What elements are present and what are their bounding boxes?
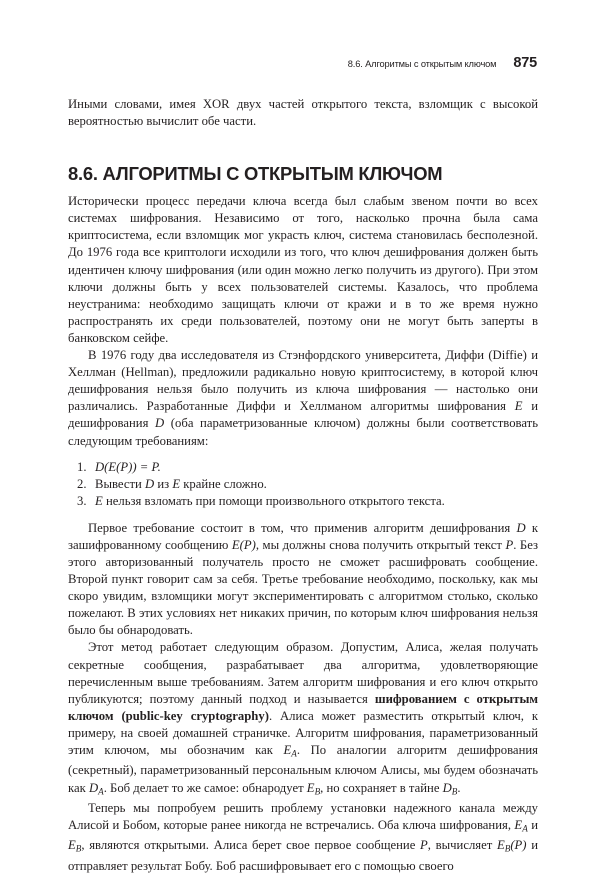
var-EB-subscript: B bbox=[75, 843, 82, 854]
dh-text-c: (оба параметризованные ключом) должны были соответствовать следующим требованиям: bbox=[68, 416, 538, 448]
channel-text-c: , являются открытыми. Алиса берет свое первое сообщение bbox=[81, 838, 421, 853]
method-text-c: . По аналогии алгоритм дешифрования (секретный), параметризованный персональным ключом Алисы, мы будем обозначать как bbox=[68, 743, 538, 795]
var-D: D bbox=[155, 416, 165, 431]
section-heading-block bbox=[68, 130, 538, 193]
paragraph-diffie-hellman bbox=[68, 347, 538, 450]
paragraph-first-requirement bbox=[68, 520, 538, 640]
var-EA: E bbox=[283, 743, 292, 758]
paragraph-channel bbox=[68, 800, 538, 875]
fr-text-a: Первое требование состоит в том, что применив алгоритм дешифрования bbox=[88, 520, 517, 535]
requirement-2-pre: Вывести bbox=[95, 477, 145, 491]
dh-text-a: В 1976 году два исследователя из Стэнфордского университета, Диффи (Diffie) и Хеллман (Hellman), предложили радикально новую криптосистему, в которой ключ дешифрования нельзя было получить из ключа шифрования — настолько они различались. Разработанные Диффи и Хеллманом алгоритмы шифрования bbox=[68, 348, 538, 414]
list-item-number: 1. bbox=[77, 459, 87, 474]
requirement-2-mid: из bbox=[154, 477, 173, 491]
var-DB: D bbox=[442, 780, 452, 795]
var-EB: E bbox=[68, 838, 76, 853]
requirement-2-post: крайне сложно. bbox=[180, 477, 267, 491]
var-D: D bbox=[516, 520, 526, 535]
var-E: E bbox=[95, 494, 103, 509]
method-text-b: . Алиса может разместить открытый ключ, к примеру, на своей домашней страничке. Алгоритм шифрования, параметризованный этим ключом, мы обозначим как bbox=[68, 708, 539, 758]
list-item bbox=[68, 459, 538, 476]
running-head-title: 8.6. Алгоритмы с открытым ключом bbox=[347, 59, 497, 69]
dh-text-b: и дешифрования bbox=[68, 399, 538, 431]
method-text-f: . bbox=[457, 780, 461, 795]
var-E: E bbox=[172, 477, 181, 491]
list-item bbox=[68, 493, 538, 510]
channel-text-e: и отправляет результат Бобу. Боб расшифровывает его с помощью своего bbox=[68, 838, 538, 873]
var-EBP: E bbox=[496, 838, 505, 853]
var-EA: E bbox=[514, 817, 523, 832]
channel-text-d: , вычисляет bbox=[427, 838, 497, 853]
method-text-e: , но сохраняет в тайне bbox=[320, 780, 443, 795]
var-P: P bbox=[420, 838, 428, 853]
method-text-a: Этот метод работает следующим образом. Допустим, Алиса, желая получать секретные сообщения, разрабатывает два алгоритма, удовлетворяющие перечисленным выше требованиям. Затем алгоритм шифрования и его ключ открыто публикуются; поэтому данный подход и называется bbox=[68, 640, 538, 706]
var-EBP-rest: (P) bbox=[510, 838, 527, 853]
channel-text-a: Теперь мы попробуем решить проблему установки надежного канала между Алисой и Бобом, которые ранее никогда не встречались. Оба ключа шифрования, bbox=[68, 800, 538, 832]
term-public-key-cryptography: шифрованием с открытым ключом (public-key cryptography) bbox=[68, 691, 538, 723]
paragraph-method bbox=[68, 639, 538, 799]
fr-text-d: . Без этого авторизованный получатель просто не сможет расшифровать сообщение. Второй пункт говорит сам за себя. Третье требование необходимо, поскольку, как мы скоро увидим, взломщики могут экспериментировать с алгоритмом столько, сколько пожелают. В этих условиях нет никаких причин, по которым ключ шифрования нельзя было бы обнародовать. bbox=[68, 537, 538, 638]
var-DA: D bbox=[88, 780, 99, 795]
running-head bbox=[68, 55, 537, 71]
paragraph-intro: Иными словами, имея XOR двух частей открытого текста, взломщик с высокой вероятностью вычислит обе части. bbox=[68, 97, 538, 129]
var-EP: E(P) bbox=[231, 537, 256, 552]
paragraph-history: Исторически процесс передачи ключа всегда был слабым звеном почти во всех системах шифрования. Независимо от того, насколько прочна была сама криптосистема, если взломщик мог украсть ключ, система становилась бесполезной. До 1976 года все криптологи исходили из того, что ключ дешифрования должен быть идентичен ключу шифрования (или один можно легко получить из другого). При этом ключи должны быть у всех пользователей системы. Казалось, что проблема неустранима: необходимо защищать ключи от кражи и в то же время нужно распространять их среди пользователей, поэтому они не могут быть заперты в банковском сейфе. bbox=[68, 194, 538, 345]
var-E: E bbox=[514, 399, 523, 414]
list-item-number: 3. bbox=[77, 494, 87, 509]
var-EA-subscript: A bbox=[522, 823, 528, 834]
var-EB-subscript: B bbox=[314, 785, 321, 796]
requirement-3-text: нельзя взломать при помощи произвольного открытого текста. bbox=[102, 494, 445, 509]
var-EA-subscript: A bbox=[291, 748, 297, 759]
text-column bbox=[68, 96, 538, 875]
list-item-number: 2. bbox=[77, 477, 87, 491]
requirement-1-formula: D(E(P)) = P. bbox=[95, 459, 161, 474]
var-EBP-subscript: B bbox=[504, 843, 511, 854]
requirements-list bbox=[68, 459, 538, 511]
var-EB: E bbox=[306, 780, 315, 795]
fr-text-b: к зашифрованному сообщению bbox=[68, 520, 538, 552]
var-P: P bbox=[505, 537, 514, 552]
requirements-list-block bbox=[68, 450, 538, 520]
section-heading: 8.6. АЛГОРИТМЫ С ОТКРЫТЫМ КЛЮЧОМ bbox=[68, 163, 443, 185]
var-DA-subscript: A bbox=[98, 785, 104, 796]
page-number: 875 bbox=[513, 55, 537, 71]
var-D: D bbox=[145, 477, 155, 491]
channel-text-b: и bbox=[527, 817, 538, 832]
method-text-d: . Боб делает то же самое: обнародует bbox=[103, 780, 307, 795]
fr-text-c: , мы должны снова получить открытый текст bbox=[255, 537, 506, 552]
list-item bbox=[68, 476, 538, 493]
var-DB-subscript: B bbox=[451, 785, 458, 796]
